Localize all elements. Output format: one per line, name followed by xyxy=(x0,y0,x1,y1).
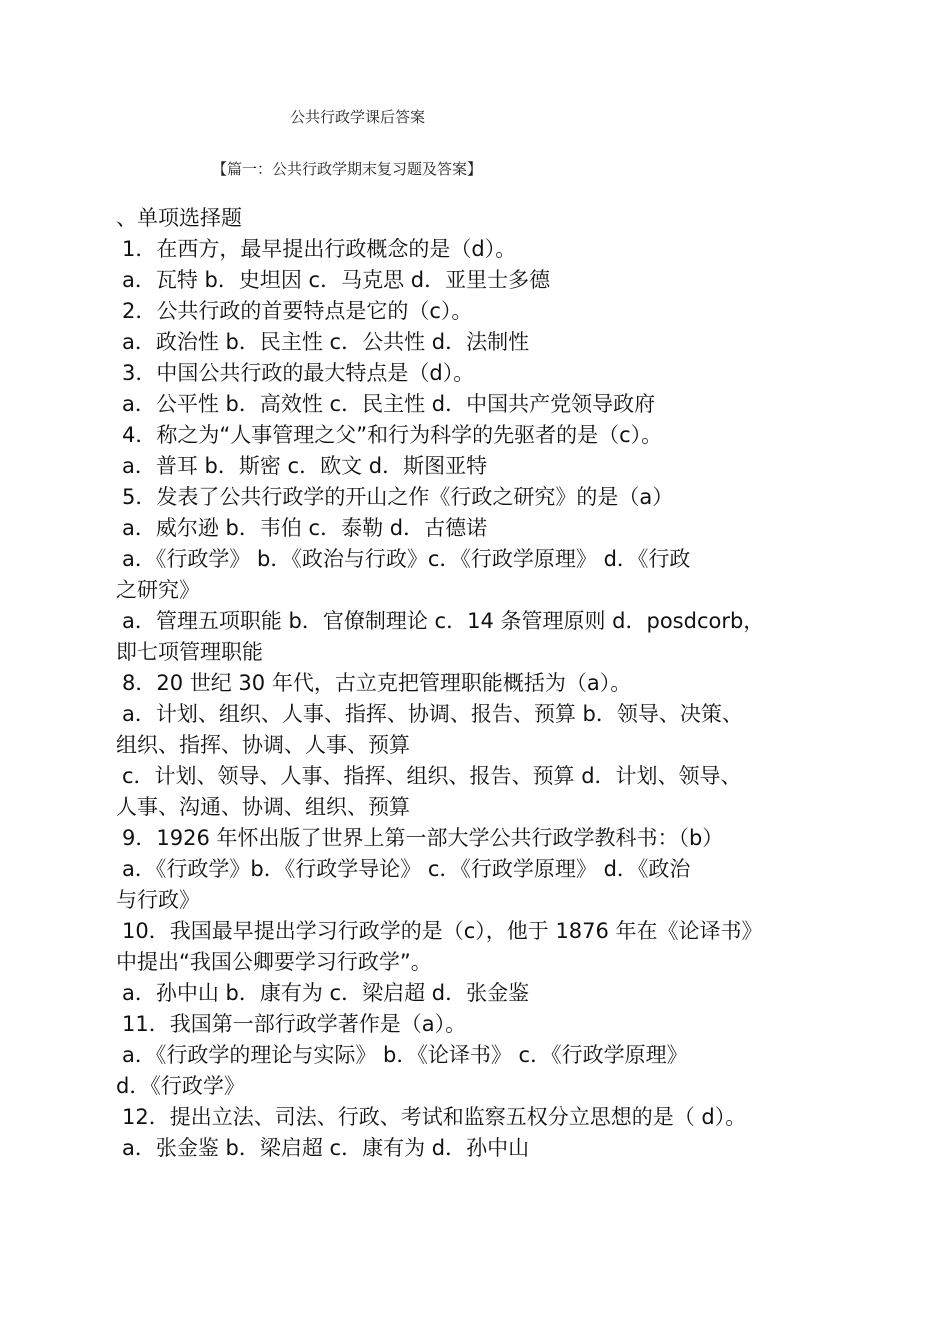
document-body xyxy=(116,203,856,1164)
document-title: 公共行政学课后答案 xyxy=(290,108,426,126)
answer-options-continuation: d．《行政学》 xyxy=(116,1074,245,1098)
answer-options-line: a．管理五项职能 b．官僚制理论 c．14 条管理原则 d．posdcorb， xyxy=(122,609,765,633)
answer-options-line: a．瓦特 b．史坦因 c．马克思 d．亚里士多德 xyxy=(122,268,551,292)
question-line: 9．1926 年怀出版了世界上第一部大学公共行政学教科书：（b） xyxy=(122,826,724,850)
answer-options-continuation: 即七项管理职能 xyxy=(116,640,263,664)
answer-options-line: a．《行政学的理论与实际》 b．《论译书》 c．《行政学原理》 xyxy=(122,1043,688,1067)
question-line: 10．我国最早提出学习行政学的是（c），他于 1876 年在《论译书》 xyxy=(122,919,763,943)
question-line: 8．20 世纪 30 年代，古立克把管理职能概括为（a）。 xyxy=(122,671,632,695)
answer-options-line: a．计划、组织、人事、指挥、协调、报告、预算 b．领导、决策、 xyxy=(122,702,743,726)
question-line: 4．称之为“人事管理之父”和行为科学的先驱者的是（c）。 xyxy=(122,423,663,447)
answer-options-continuation: 组织、指挥、协调、人事、预算 xyxy=(116,733,410,757)
question-line: 1．在西方，最早提出行政概念的是（d）。 xyxy=(122,237,517,261)
question-line: 11．我国第一部行政学著作是（a）。 xyxy=(122,1012,467,1036)
answer-options-line: a．《行政学》 b．《政治与行政》c．《行政学原理》 d．《行政 xyxy=(122,547,691,571)
answer-options-continuation: 之研究》 xyxy=(116,578,200,602)
question-line: 12．提出立法、司法、行政、考试和监察五权分立思想的是（ d）。 xyxy=(122,1105,747,1129)
answer-options-line: a．普耳 b．斯密 c．欧文 d．斯图亚特 xyxy=(122,454,488,478)
answer-options-line: a．威尔逊 b．韦伯 c．泰勒 d．古德诺 xyxy=(122,516,488,540)
answer-options-continuation: 人事、沟通、协调、组织、预算 xyxy=(116,795,410,819)
answer-options-line: c．计划、领导、人事、指挥、组织、报告、预算 d．计划、领导、 xyxy=(122,764,742,788)
question-line: 2．公共行政的首要特点是它的（c）。 xyxy=(122,299,473,323)
answer-options-line: a．政治性 b．民主性 c．公共性 d．法制性 xyxy=(122,330,530,354)
section-heading: 、单项选择题 xyxy=(116,206,242,230)
answer-options-continuation: 与行政》 xyxy=(116,888,200,912)
document-subtitle: 【篇一：公共行政学期末复习题及答案】 xyxy=(212,160,483,178)
answer-options-line: a．公平性 b．高效性 c．民主性 d．中国共产党领导政府 xyxy=(122,392,656,416)
question-continuation: 中提出“我国公卿要学习行政学”。 xyxy=(116,950,432,974)
answer-options-line: a．孙中山 b．康有为 c．梁启超 d．张金鉴 xyxy=(122,981,530,1005)
question-line: 3．中国公共行政的最大特点是（d）。 xyxy=(122,361,475,385)
answer-options-line: a．张金鉴 b．梁启超 c．康有为 d．孙中山 xyxy=(122,1136,530,1160)
answer-options-line: a．《行政学》b．《行政学导论》 c．《行政学原理》 d．《政治 xyxy=(122,857,691,881)
question-line: 5．发表了公共行政学的开山之作《行政之研究》的是（a） xyxy=(122,485,674,509)
